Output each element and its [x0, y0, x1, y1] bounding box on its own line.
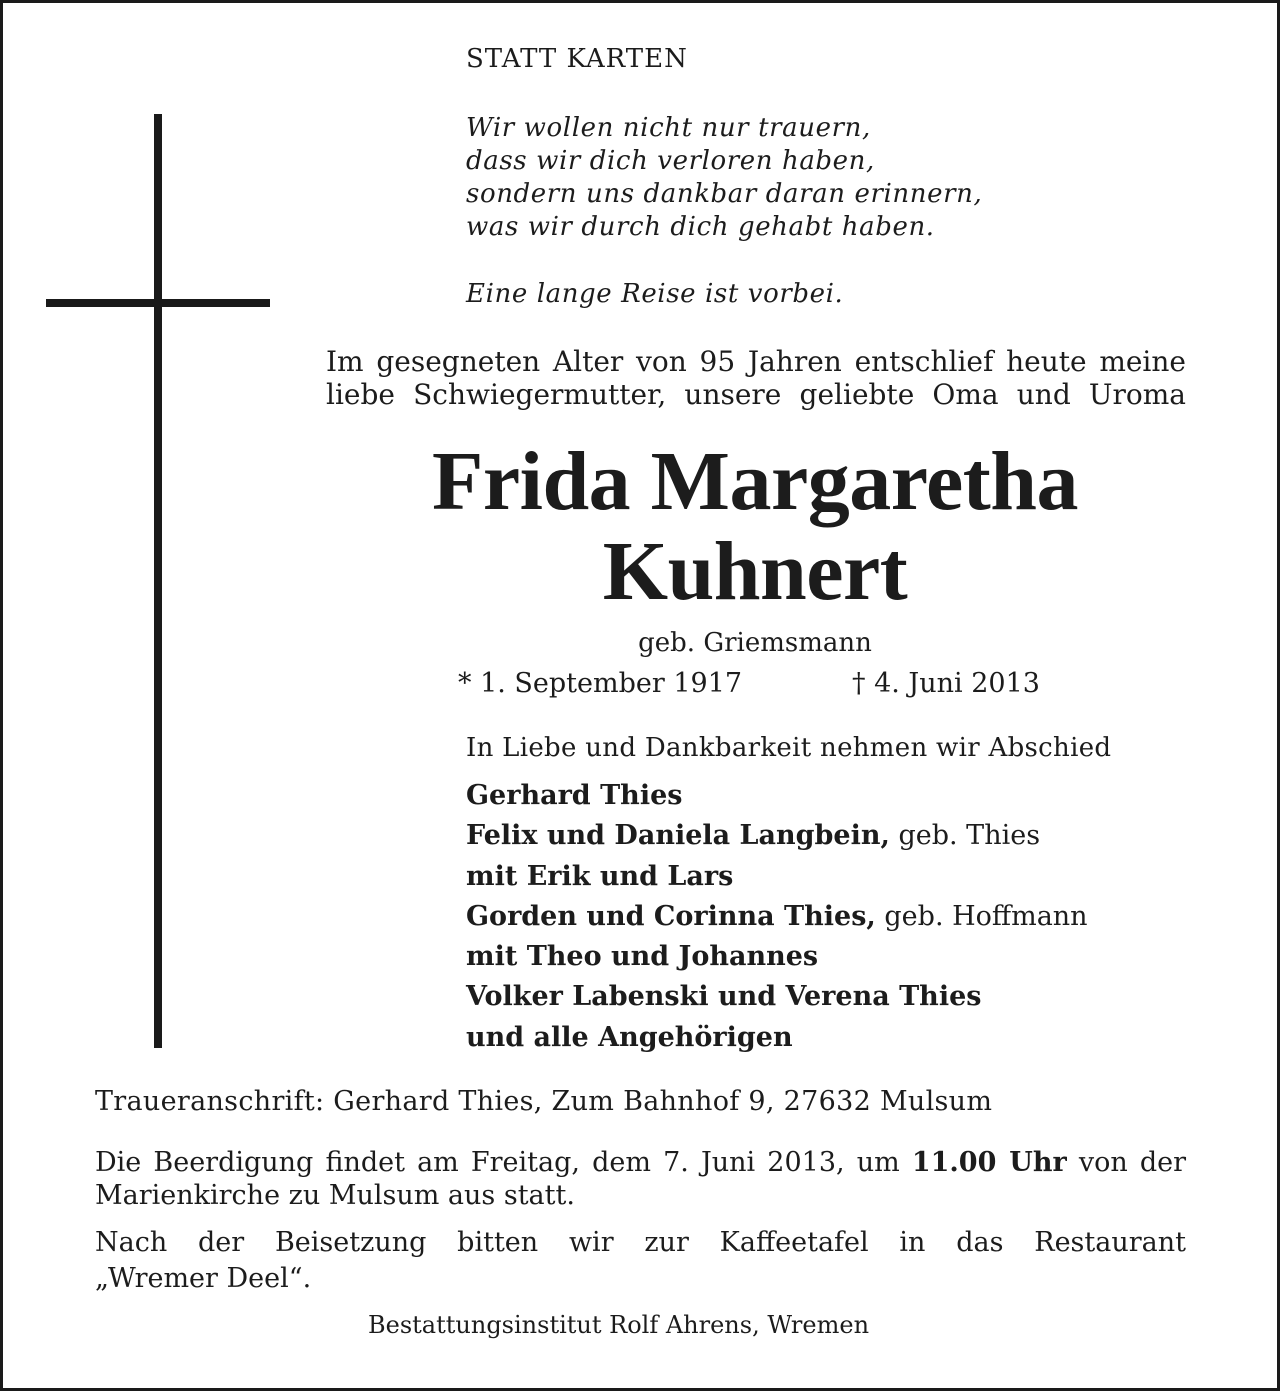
mourner-entry: Gerhard Thies	[466, 780, 683, 811]
announcement-line: liebe Schwiegermutter, unsere geliebte Oma und Uroma	[326, 378, 1186, 411]
farewell-intro: In Liebe und Dankbarkeit nehmen wir Abschied	[466, 733, 1112, 763]
funeral-time: 11.00 Uhr	[911, 1147, 1067, 1178]
mourner-entry: Volker Labenski und Verena Thies	[466, 981, 982, 1013]
funeral-line: Die Beerdigung findet am Freitag, dem 7. Juni 2013, um 11.00 Uhr von der	[95, 1147, 1187, 1178]
poem-closing: Eine lange Reise ist vorbei.	[466, 279, 844, 309]
maiden-name: geb. Griemsmann	[638, 628, 872, 658]
mourner-entry: und alle Angehörigen	[466, 1021, 793, 1053]
reception-line: „Wremer Deel“.	[95, 1263, 312, 1294]
poem-line: was wir durch dich gehabt haben.	[466, 212, 935, 242]
funeral-line: Marienkirche zu Mulsum aus statt.	[95, 1180, 575, 1211]
funeral-details	[95, 1146, 1186, 1212]
death-announcement	[326, 345, 1186, 411]
mourner-entry: Felix und Daniela Langbein, geb. Thies	[466, 820, 1041, 852]
mourners-list	[466, 776, 1088, 1058]
cross-horizontal-beam	[46, 299, 270, 307]
poem-line: dass wir dich verloren haben,	[466, 146, 875, 176]
reception-details	[95, 1225, 1186, 1297]
reception-line: Nach der Beisetzung bitten wir zur Kaffeetafel in das Restaurant	[95, 1227, 1186, 1258]
deceased-name-last: Kuhnert	[602, 525, 908, 618]
undertaker: Bestattungsinstitut Rolf Ahrens, Wremen	[368, 1311, 870, 1339]
mourning-address: Traueranschrift: Gerhard Thies, Zum Bahnhof 9, 27632 Mulsum	[95, 1086, 993, 1117]
death-date: † 4. Juni 2013	[852, 668, 1040, 699]
deceased-name-first: Frida Margaretha	[432, 435, 1078, 528]
poem-line: Wir wollen nicht nur trauern,	[466, 113, 871, 143]
poem-line: sondern uns dankbar daran erinnern,	[466, 179, 983, 209]
mourner-entry: mit Erik und Lars	[466, 860, 734, 892]
cross-vertical-beam	[154, 114, 162, 1048]
mourner-entry: mit Theo und Johannes	[466, 941, 819, 973]
announcement-line: Im gesegneten Alter von 95 Jahren entschlief heute meine	[326, 345, 1186, 378]
mourner-entry: Gorden und Corinna Thies, geb. Hoffmann	[466, 900, 1088, 932]
birth-date: * 1. September 1917	[458, 668, 743, 699]
poem	[466, 112, 982, 244]
statt-karten-heading: STATT KARTEN	[466, 44, 688, 74]
